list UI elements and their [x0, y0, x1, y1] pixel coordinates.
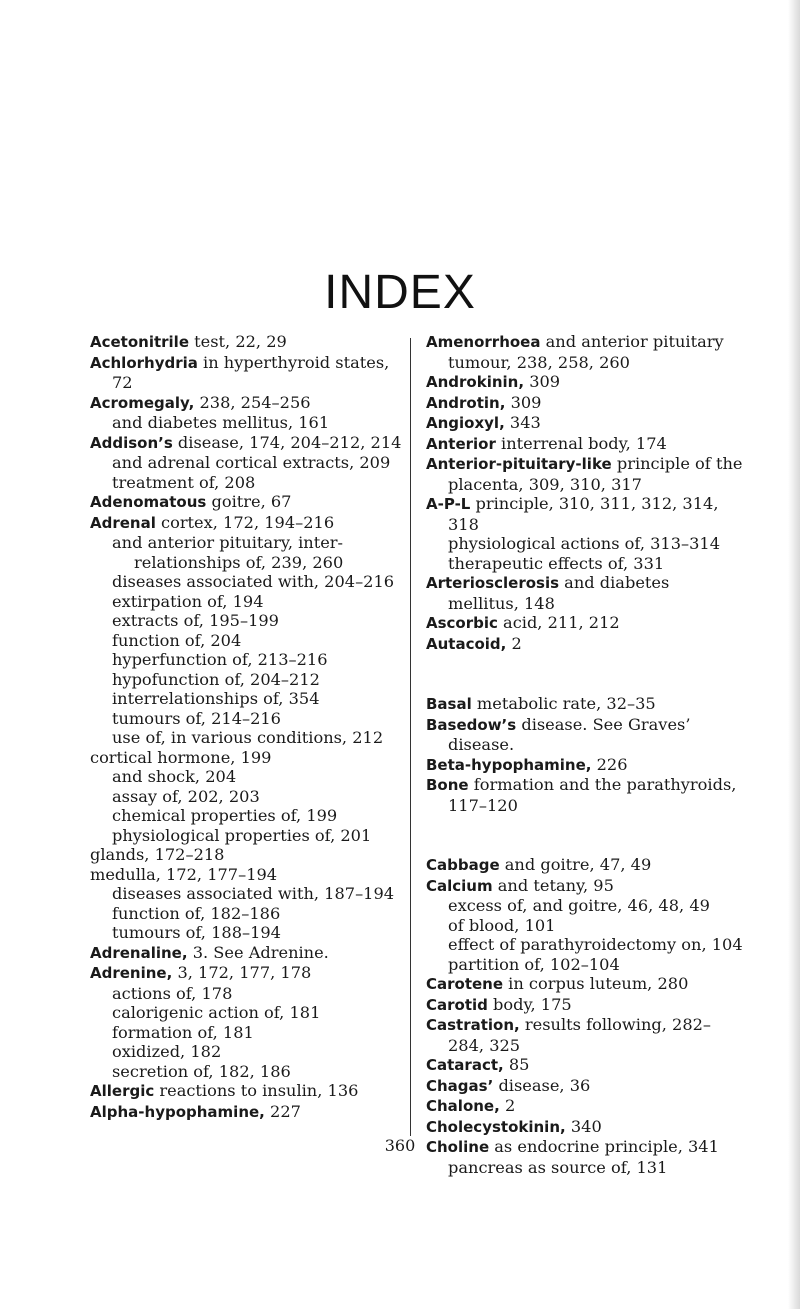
- index-entry: [426, 494, 744, 534]
- index-entry-text: 2: [499, 1096, 516, 1115]
- index-entry-headword: Choline: [426, 1138, 490, 1156]
- index-entry-headword: Chalone,: [426, 1097, 500, 1115]
- index-entry-headword: Amenorrhoea: [426, 333, 541, 351]
- index-entry-text: 226: [591, 754, 628, 774]
- index-subentry: [90, 1003, 405, 1023]
- letter-section-gap: [426, 815, 744, 855]
- index-entry-text: excess of, and goitre, 46, 48, 49: [448, 896, 710, 915]
- index-entry-text: tumours of, 214–216: [112, 708, 281, 728]
- index-entry-text: cortical hormone, 199: [90, 747, 272, 767]
- index-entry-text: secretion of, 182, 186: [112, 1061, 291, 1081]
- index-entry-text: physiological properties of, 201: [112, 825, 372, 845]
- index-entry-text: function of, 182–186: [112, 903, 281, 923]
- index-subentry: [90, 670, 405, 690]
- index-entry-text: 340: [565, 1116, 602, 1136]
- index-entry-text: tumours of, 188–194: [112, 923, 281, 942]
- index-entry-headword: Androtin,: [426, 393, 506, 412]
- index-entry-text: 3. See Adrenine.: [187, 942, 329, 962]
- letter-section-gap: [426, 654, 744, 694]
- index-entry-text: principle, 310, 311, 312, 314, 318: [448, 494, 719, 534]
- index-entry-text: actions of, 178: [112, 983, 233, 1003]
- index-entry-text: reactions to insulin, 136: [154, 1081, 359, 1100]
- index-entry-headword: Acetonitrile: [90, 333, 189, 351]
- index-entry-headword: Adenomatous: [90, 493, 207, 511]
- index-entry-text: extirpation of, 194: [112, 591, 264, 611]
- index-subentry: [90, 592, 405, 612]
- index-subentry: [426, 935, 744, 955]
- index-entry-text: 343: [504, 413, 541, 432]
- index-entry-text: hyperfunction of, 213–216: [112, 650, 328, 669]
- index-entry-text: diseases associated with, 204–216: [112, 572, 395, 591]
- index-entry-text: therapeutic effects of, 331: [448, 553, 665, 573]
- index-entry: [426, 413, 744, 434]
- index-entry: [90, 353, 405, 393]
- index-entry-headword: Carotid: [426, 995, 488, 1014]
- column-divider: [410, 338, 411, 1136]
- index-entry-headword: Cataract,: [426, 1056, 504, 1074]
- index-entry: [90, 433, 405, 454]
- index-entry-text: 309: [524, 372, 561, 391]
- index-subentry: [90, 709, 405, 729]
- index-entry: [426, 1015, 744, 1055]
- index-entry: [426, 855, 744, 876]
- index-entry-headword: Basal: [426, 695, 472, 713]
- index-entry-text: of blood, 101: [448, 915, 556, 935]
- index-entry-headword: Adrenine,: [90, 964, 173, 982]
- index-entry-text: effect of parathyroidectomy on, 104: [448, 935, 743, 954]
- index-entry-headword: Ascorbic: [426, 614, 498, 632]
- index-subentry: [90, 473, 405, 493]
- index-subentry: [426, 916, 744, 936]
- index-entry-headword: Calcium: [426, 876, 493, 895]
- index-entry: [90, 1081, 405, 1102]
- index-entry-text: as endocrine principle, 341: [489, 1137, 719, 1156]
- index-entry-headword: Chagas’: [426, 1076, 494, 1095]
- index-entry-text: in corpus luteum, 280: [503, 974, 689, 993]
- index-entry-headword: Anterior-pituitary-like: [426, 455, 612, 473]
- index-entry-text: chemical properties of, 199: [112, 806, 338, 825]
- index-entry-headword: Cabbage: [426, 856, 500, 874]
- index-entry-text: disease, 174, 204–212, 214: [172, 432, 402, 452]
- index-entry-headword: Allergic: [90, 1082, 155, 1100]
- index-entry-headword: Alpha-hypophamine,: [90, 1102, 265, 1121]
- index-entry-text: disease. See Graves’ disease.: [448, 714, 691, 754]
- index-entry-text: physiological actions of, 313–314: [448, 534, 721, 553]
- index-entry: [426, 434, 744, 455]
- index-entry: [426, 613, 744, 634]
- index-entry-text: formation and the parathyroids, 117–120: [448, 775, 737, 815]
- index-entry-text: calorigenic action of, 181: [112, 1003, 321, 1022]
- index-subentry: [90, 984, 405, 1004]
- index-entry-headword: Androkinin,: [426, 373, 525, 391]
- index-entry: [426, 755, 744, 776]
- index-entry-text: and diabetes mellitus, 148: [448, 573, 670, 613]
- index-entry-text: and adrenal cortical extracts, 209: [112, 453, 391, 472]
- index-entry-headword: Cholecystokinin,: [426, 1117, 566, 1136]
- index-entry: [90, 943, 405, 964]
- index-entry: [426, 1117, 744, 1138]
- index-entry-headword: Bone: [426, 776, 469, 794]
- index-entry: [426, 775, 744, 815]
- index-entry-text: glands, 172–218: [90, 845, 225, 864]
- index-entry-text: oxidized, 182: [112, 1042, 222, 1061]
- index-subentry: [426, 554, 744, 574]
- index-entry-headword: Basedow’s: [426, 715, 517, 734]
- index-entry: [426, 1055, 744, 1076]
- index-subentry: [90, 413, 405, 433]
- index-subentry: [90, 631, 405, 651]
- index-entry-headword: A-P-L: [426, 495, 471, 513]
- index-entry: [426, 715, 744, 755]
- index-entry-text: assay of, 202, 203: [112, 786, 260, 806]
- index-entry: [90, 492, 405, 513]
- index-subentry: [90, 1023, 405, 1043]
- index-entry-text: 85: [503, 1055, 530, 1074]
- index-entry-text: 309: [505, 392, 542, 412]
- index-entry: [426, 694, 744, 715]
- index-entry-text: principle of the placenta, 309, 310, 317: [448, 454, 743, 494]
- index-entry: [90, 845, 405, 865]
- index-entry-text: 227: [264, 1101, 301, 1121]
- index-entry-text: function of, 204: [112, 630, 242, 650]
- index-entry-text: hypofunction of, 204–212: [112, 669, 320, 689]
- index-entry-text: goitre, 67: [206, 492, 292, 511]
- index-entry: [90, 513, 405, 534]
- index-entry-text: interrelationships of, 354: [112, 689, 320, 708]
- index-entry-text: treatment of, 208: [112, 472, 256, 492]
- index-entry-text: partition of, 102–104: [448, 954, 620, 974]
- index-entry-text: diseases associated with, 187–194: [112, 884, 395, 903]
- index-subentry: [426, 896, 744, 916]
- index-entry-headword: Autacoid,: [426, 634, 507, 653]
- index-entry-headword: Carotene: [426, 975, 504, 993]
- index-subentry: [90, 826, 405, 846]
- index-entry: [426, 876, 744, 897]
- index-entry-headword: Addison’s: [90, 433, 173, 452]
- index-subentry: [90, 611, 405, 631]
- index-entry: [90, 748, 405, 768]
- index-entry-text: test, 22, 29: [189, 332, 287, 351]
- index-entry-text: and shock, 204: [112, 767, 237, 786]
- index-entry: [426, 1076, 744, 1097]
- index-entry-text: acid, 211, 212: [497, 613, 620, 632]
- index-subentry: [90, 904, 405, 924]
- index-entry: [426, 393, 744, 414]
- index-entry-text: 238, 254–256: [194, 392, 311, 412]
- index-entry-text: formation of, 181: [112, 1022, 254, 1042]
- index-column-left: [90, 332, 405, 1122]
- index-entry: [426, 332, 744, 372]
- index-entry: [90, 332, 405, 353]
- index-subentry: [90, 453, 405, 473]
- index-entry-text: interrenal body, 174: [495, 433, 667, 453]
- index-entry-headword: Achlorhydria: [90, 353, 198, 372]
- index-entry-headword: Adrenal: [90, 513, 156, 532]
- index-subentry: [426, 534, 744, 554]
- index-entry-headword: Acromegaly,: [90, 393, 195, 412]
- index-entry: [426, 372, 744, 393]
- index-entry-text: extracts of, 195–199: [112, 611, 279, 630]
- index-entry: [426, 1096, 744, 1117]
- index-subentry: [90, 923, 405, 943]
- index-subentry: [426, 955, 744, 975]
- index-subentry: [90, 689, 405, 709]
- index-entry-headword: Beta-hypophamine,: [426, 755, 592, 774]
- index-entry-text: use of, in various conditions, 212: [112, 728, 384, 747]
- index-entry-text: and diabetes mellitus, 161: [112, 413, 330, 432]
- index-entry-headword: Angioxyl,: [426, 414, 505, 432]
- index-subentry: [90, 884, 405, 904]
- index-entry-text: and tetany, 95: [492, 875, 614, 895]
- index-entry: [426, 995, 744, 1016]
- index-entry-text: 2: [506, 633, 522, 653]
- index-entry-text: body, 175: [487, 994, 572, 1014]
- index-entry-text: and anterior pituitary tumour, 238, 258, 260: [448, 332, 724, 372]
- index-subentry: [90, 767, 405, 787]
- page-title: INDEX: [324, 266, 476, 319]
- index-entry-text: in hyperthyroid states, 72: [112, 352, 390, 392]
- index-entry: [90, 963, 405, 984]
- index-subentry: [426, 1158, 744, 1178]
- index-entry: [90, 1102, 405, 1123]
- index-column-right: [426, 332, 744, 1177]
- index-entry: [426, 573, 744, 613]
- index-subentry: [90, 728, 405, 748]
- index-entry: [426, 454, 744, 494]
- index-entry-headword: Adrenaline,: [90, 943, 188, 962]
- index-entry-text: and anterior pituitary, inter-relationships of, 239, 260: [112, 533, 344, 572]
- index-entry: [90, 865, 405, 885]
- index-entry-headword: Castration,: [426, 1016, 520, 1034]
- index-entry-text: 3, 172, 177, 178: [172, 963, 312, 982]
- index-entry-text: disease, 36: [493, 1075, 591, 1095]
- index-subentry: [90, 1062, 405, 1082]
- index-entry-headword: Anterior: [426, 434, 496, 453]
- index-subentry: [90, 787, 405, 807]
- page-number: 360: [384, 1136, 416, 1155]
- index-entry: [426, 974, 744, 995]
- index-subentry: [90, 650, 405, 670]
- index-entry-text: medulla, 172, 177–194: [90, 864, 278, 884]
- index-entry: [90, 393, 405, 414]
- index-entry-text: pancreas as source of, 131: [448, 1157, 668, 1177]
- index-entry-text: results following, 282–284, 325: [448, 1015, 712, 1055]
- index-subentry: [90, 533, 405, 572]
- index-entry-text: metabolic rate, 32–35: [471, 694, 656, 713]
- index-subentry: [90, 572, 405, 592]
- index-entry-text: cortex, 172, 194–216: [155, 512, 335, 532]
- index-entry-text: and goitre, 47, 49: [499, 855, 652, 874]
- index-subentry: [90, 1042, 405, 1062]
- page-edge-shadow: [788, 0, 800, 1309]
- index-entry: [426, 634, 744, 655]
- index-entry-headword: Arteriosclerosis: [426, 574, 560, 592]
- index-subentry: [90, 806, 405, 826]
